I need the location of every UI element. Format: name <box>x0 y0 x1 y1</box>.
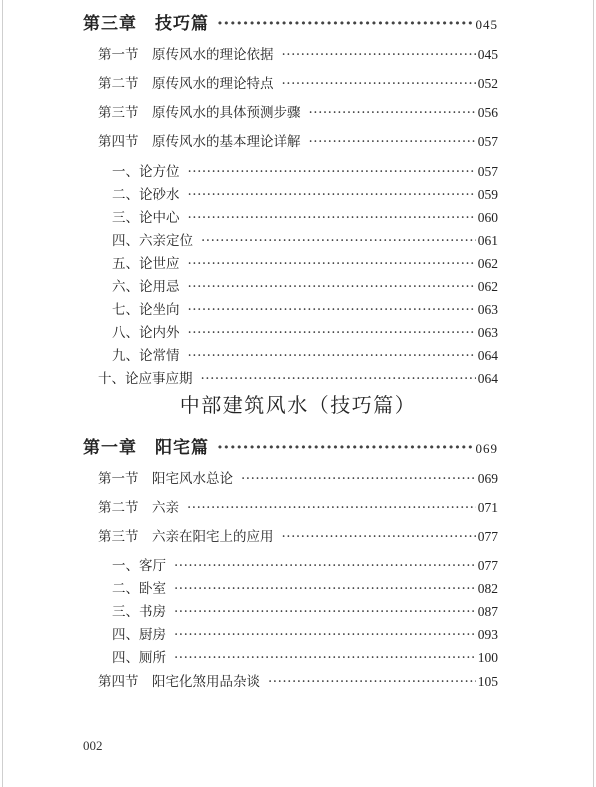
toc-section[interactable] <box>98 43 498 63</box>
page-ref: 105 <box>477 674 498 689</box>
item-title: 九、论常情 <box>112 348 180 364</box>
page-ref: 069 <box>477 471 498 486</box>
toc-item[interactable] <box>112 577 498 597</box>
toc-section[interactable] <box>98 467 498 487</box>
toc-item[interactable] <box>112 298 498 318</box>
page-ref: 061 <box>477 233 498 248</box>
page-ref: 077 <box>477 529 498 544</box>
toc-item[interactable] <box>112 206 498 226</box>
page-ref: 056 <box>477 105 498 120</box>
page-ref: 093 <box>477 627 498 642</box>
toc-item[interactable] <box>112 344 498 364</box>
toc-item[interactable] <box>112 554 498 574</box>
item-title: 一、论方位 <box>112 164 180 180</box>
page-ref: 052 <box>477 76 498 91</box>
section-title: 第一节 阳宅风水总论 <box>98 471 233 487</box>
toc-item[interactable] <box>112 646 498 666</box>
page-ref: 057 <box>477 134 498 149</box>
page-ref: 063 <box>477 325 498 340</box>
toc-section[interactable] <box>98 496 498 516</box>
toc-item[interactable] <box>98 367 498 387</box>
toc-item[interactable] <box>112 321 498 341</box>
page-ref: 064 <box>477 371 498 386</box>
page-ref: 059 <box>477 187 498 202</box>
page-number: 002 <box>83 738 103 753</box>
toc-item[interactable] <box>112 229 498 249</box>
toc-item[interactable] <box>112 623 498 643</box>
part-title: 中部建筑风水（技巧篇） <box>179 393 417 417</box>
toc-item[interactable] <box>112 275 498 295</box>
item-title: 二、卧室 <box>112 581 166 597</box>
leader-dots <box>282 529 476 545</box>
item-title: 二、论砂水 <box>112 187 180 203</box>
item-title: 八、论内外 <box>112 325 180 341</box>
item-title: 六、论用忌 <box>112 279 180 295</box>
page-ref: 082 <box>477 581 498 596</box>
leader-dots <box>188 164 476 180</box>
leader-dots <box>188 279 476 295</box>
toc-item[interactable] <box>112 183 498 203</box>
item-title: 四、厨房 <box>112 627 166 643</box>
page-ref: 060 <box>477 210 498 225</box>
leader-dots <box>309 105 476 121</box>
section-title: 第四节 原传风水的基本理论详解 <box>98 134 301 150</box>
leader-dots <box>201 371 476 387</box>
section-title: 第二节 原传风水的理论特点 <box>98 76 274 92</box>
page-ref: 062 <box>477 279 498 294</box>
leader-dots <box>187 500 476 516</box>
toc-chapter-1[interactable] <box>83 433 498 458</box>
section-title: 第四节 阳宅化煞用品杂谈 <box>98 674 260 690</box>
page-ref: 057 <box>477 164 498 179</box>
item-title: 三、论中心 <box>112 210 180 226</box>
leader-dots <box>188 187 476 203</box>
page-ref: 045 <box>475 17 498 32</box>
toc-item[interactable] <box>112 252 498 272</box>
leader-dots <box>174 650 476 666</box>
leader-dots <box>174 558 476 574</box>
leader-dots <box>282 76 476 92</box>
toc-item[interactable] <box>112 600 498 620</box>
leader-dots <box>188 210 476 226</box>
page-ref: 071 <box>477 500 498 515</box>
page-ref: 045 <box>477 47 498 62</box>
leader-dots <box>217 438 474 458</box>
leader-dots <box>188 325 476 341</box>
toc-section[interactable] <box>98 525 498 545</box>
section-title: 第二节 六亲 <box>98 500 179 516</box>
leader-dots <box>217 14 474 34</box>
section-title: 第一节 原传风水的理论依据 <box>98 47 274 63</box>
page-ref: 062 <box>477 256 498 271</box>
leader-dots <box>174 581 476 597</box>
leader-dots <box>241 471 476 487</box>
leader-dots <box>188 256 476 272</box>
item-title: 五、论世应 <box>112 256 180 272</box>
leader-dots <box>188 302 476 318</box>
leader-dots <box>188 348 476 364</box>
item-title: 四、六亲定位 <box>112 233 193 249</box>
leader-dots <box>174 604 476 620</box>
page-ref: 069 <box>475 441 498 456</box>
page-ref: 100 <box>477 650 498 665</box>
page-ref: 064 <box>477 348 498 363</box>
item-title: 一、客厅 <box>112 558 166 574</box>
page-ref: 063 <box>477 302 498 317</box>
leader-dots <box>174 627 476 643</box>
leader-dots <box>309 134 476 150</box>
item-title: 四、厕所 <box>112 650 166 666</box>
toc-item[interactable] <box>112 160 498 180</box>
chapter-title: 第三章 技巧篇 <box>83 14 209 34</box>
leader-dots <box>268 674 476 690</box>
page-ref: 087 <box>477 604 498 619</box>
item-title: 三、书房 <box>112 604 166 620</box>
toc-section[interactable] <box>98 72 498 92</box>
toc-section[interactable] <box>98 130 498 150</box>
item-title: 七、论坐向 <box>112 302 180 318</box>
toc-chapter-3[interactable] <box>83 9 498 34</box>
section-title: 第三节 原传风水的具体预测步骤 <box>98 105 301 121</box>
item-title: 十、论应事应期 <box>98 371 193 387</box>
leader-dots <box>201 233 476 249</box>
page-ref: 077 <box>477 558 498 573</box>
toc-section[interactable] <box>98 101 498 121</box>
chapter-title: 第一章 阳宅篇 <box>83 438 209 458</box>
toc-section[interactable] <box>98 670 498 690</box>
section-title: 第三节 六亲在阳宅上的应用 <box>98 529 274 545</box>
leader-dots <box>282 47 476 63</box>
